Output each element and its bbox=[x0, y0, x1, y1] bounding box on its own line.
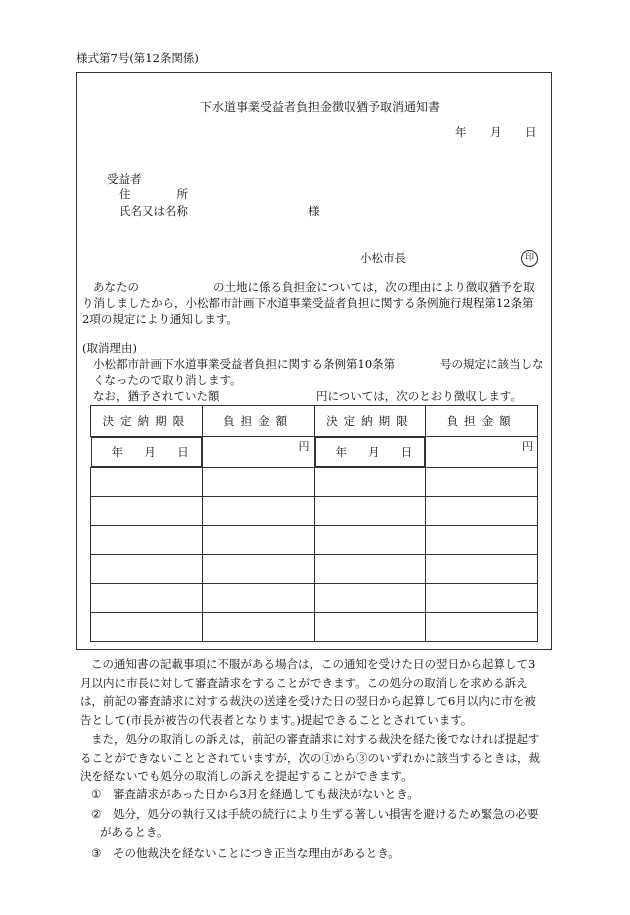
reason-line3-suffix: 円については，次のとおり徴収します。 bbox=[316, 389, 522, 403]
day-label: 日 bbox=[400, 445, 413, 459]
amount-cell[interactable] bbox=[426, 437, 538, 468]
date-month-label: 月 bbox=[490, 125, 502, 139]
amount-cell[interactable] bbox=[426, 526, 538, 555]
date-year-label: 年 bbox=[455, 125, 467, 139]
item-number: ② bbox=[91, 807, 102, 821]
day-label: 日 bbox=[177, 445, 189, 459]
amount-cell[interactable] bbox=[202, 555, 314, 584]
deadline-cell[interactable] bbox=[314, 497, 426, 526]
deadline-cell[interactable] bbox=[91, 437, 202, 467]
deadline-cell[interactable] bbox=[315, 437, 426, 467]
amount-cell[interactable] bbox=[202, 437, 314, 468]
amount-cell[interactable] bbox=[426, 468, 538, 497]
amount-cell[interactable] bbox=[202, 526, 314, 555]
deadline-cell[interactable] bbox=[314, 555, 426, 584]
deadline-cell[interactable] bbox=[314, 613, 426, 642]
item-text-continued: があるとき。 bbox=[100, 825, 169, 839]
deadline-cell[interactable] bbox=[91, 613, 203, 642]
notice-paragraph-2 bbox=[80, 730, 550, 786]
body-line2: り消しましたから，小松都市計画下水道事業受益者負担に関する条例施行規程第12条第 bbox=[82, 296, 534, 310]
reason-label: (取消理由) bbox=[82, 341, 137, 355]
notice-line: 月以内に市長に対して審査請求をすることができます。この処分の取消しを求める訴え bbox=[80, 675, 528, 690]
document-title: 下水道事業受益者負担金徴収猶予取消通知書 bbox=[200, 100, 441, 114]
item-text: その他裁決を経ないことにつき正当な理由があるとき。 bbox=[113, 846, 400, 860]
table-row bbox=[91, 437, 538, 468]
table-row bbox=[91, 468, 538, 497]
amount-cell[interactable] bbox=[426, 584, 538, 613]
item-number: ③ bbox=[91, 846, 102, 860]
header-amount-2: 負担金額 bbox=[426, 406, 538, 437]
table-row bbox=[91, 584, 538, 613]
reason-line3-prefix: なお，猶予されていた額 bbox=[93, 389, 220, 403]
table-row bbox=[91, 555, 538, 584]
reason-line2: くなったので取り消します。 bbox=[93, 373, 242, 387]
amount-cell[interactable] bbox=[426, 613, 538, 642]
notice-paragraph-1 bbox=[80, 655, 550, 729]
payment-schedule-table bbox=[90, 405, 538, 642]
amount-cell[interactable] bbox=[426, 497, 538, 526]
notice-line: この通知書の記載事項に不服がある場合は，この通知を受けた日の翌日から起算して3 bbox=[91, 657, 536, 671]
deadline-cell[interactable] bbox=[314, 468, 426, 497]
form-number: 様式第7号(第12条関係) bbox=[76, 51, 199, 65]
body-line1-prefix: あなたの bbox=[93, 280, 139, 294]
notice-line: 決を経ないでも処分の取消しの訴えを提起することができます。 bbox=[80, 769, 413, 783]
amount-cell[interactable] bbox=[202, 613, 314, 642]
deadline-cell[interactable] bbox=[91, 584, 203, 613]
body-line1-suffix: の土地に係る負担金については，次の理由により徴収猶予を取 bbox=[213, 280, 535, 294]
month-label: 月 bbox=[368, 445, 380, 459]
reason-line1-prefix: 小松都市計画下水道事業受益者負担に関する条例第10条第 bbox=[93, 357, 396, 371]
honorific: 様 bbox=[308, 204, 320, 218]
table-header-row bbox=[91, 406, 538, 437]
header-deadline-2: 決定納期限 bbox=[314, 406, 426, 437]
recipient-label: 受益者 bbox=[107, 172, 142, 186]
amount-cell[interactable] bbox=[202, 468, 314, 497]
item-text: 審査請求があった日から3月を経過しても裁決がないとき。 bbox=[113, 787, 419, 801]
amount-cell[interactable] bbox=[202, 584, 314, 613]
month-label: 月 bbox=[144, 445, 156, 459]
deadline-cell[interactable] bbox=[91, 497, 203, 526]
item-text: 処分，処分の執行又は手続の続行により生ずる著しい損害を避けるため緊急の必要 bbox=[113, 807, 539, 821]
amount-cell[interactable] bbox=[202, 497, 314, 526]
item-number: ① bbox=[91, 787, 102, 801]
amount-cell[interactable] bbox=[426, 555, 538, 584]
yen-unit: 円 bbox=[522, 440, 533, 453]
notice-line: また，処分の取消しの訴えは，前記の審査請求に対する裁決を経た後でなければ提起す bbox=[91, 732, 540, 746]
deadline-cell[interactable] bbox=[314, 584, 426, 613]
body-line3: 2項の規定により通知します。 bbox=[82, 312, 238, 326]
deadline-cell[interactable] bbox=[91, 468, 203, 497]
year-label: 年 bbox=[111, 445, 123, 459]
table-row bbox=[91, 497, 538, 526]
notice-line: 告として(市長が被告の代表者となります。)提起できることとされています。 bbox=[80, 712, 473, 727]
name-label: 氏名又は名称 bbox=[119, 204, 188, 218]
deadline-cell[interactable] bbox=[91, 526, 203, 555]
address-label: 住 所 bbox=[119, 187, 188, 201]
notice-line: は，前記の審査請求に対する裁決の送達を受けた日の翌日から起算して6月以内に市を被 bbox=[80, 694, 536, 708]
issuer-name: 小松市長 bbox=[360, 251, 406, 265]
deadline-cell[interactable] bbox=[91, 555, 203, 584]
yen-unit: 円 bbox=[298, 440, 310, 453]
table-row bbox=[91, 613, 538, 642]
notice-line: ることができないこととされていますが，次の①から③のいずれかに該当するときは，裁 bbox=[80, 750, 540, 765]
header-amount-1: 負担金額 bbox=[202, 406, 314, 437]
year-label: 年 bbox=[335, 445, 347, 459]
reason-line1-suffix: 号の規定に該当しな bbox=[440, 357, 544, 371]
date-day-label: 日 bbox=[525, 125, 537, 139]
seal-mark: 印 bbox=[521, 250, 538, 267]
deadline-cell[interactable] bbox=[314, 526, 426, 555]
table-row bbox=[91, 526, 538, 555]
header-deadline-1: 決定納期限 bbox=[91, 406, 203, 437]
